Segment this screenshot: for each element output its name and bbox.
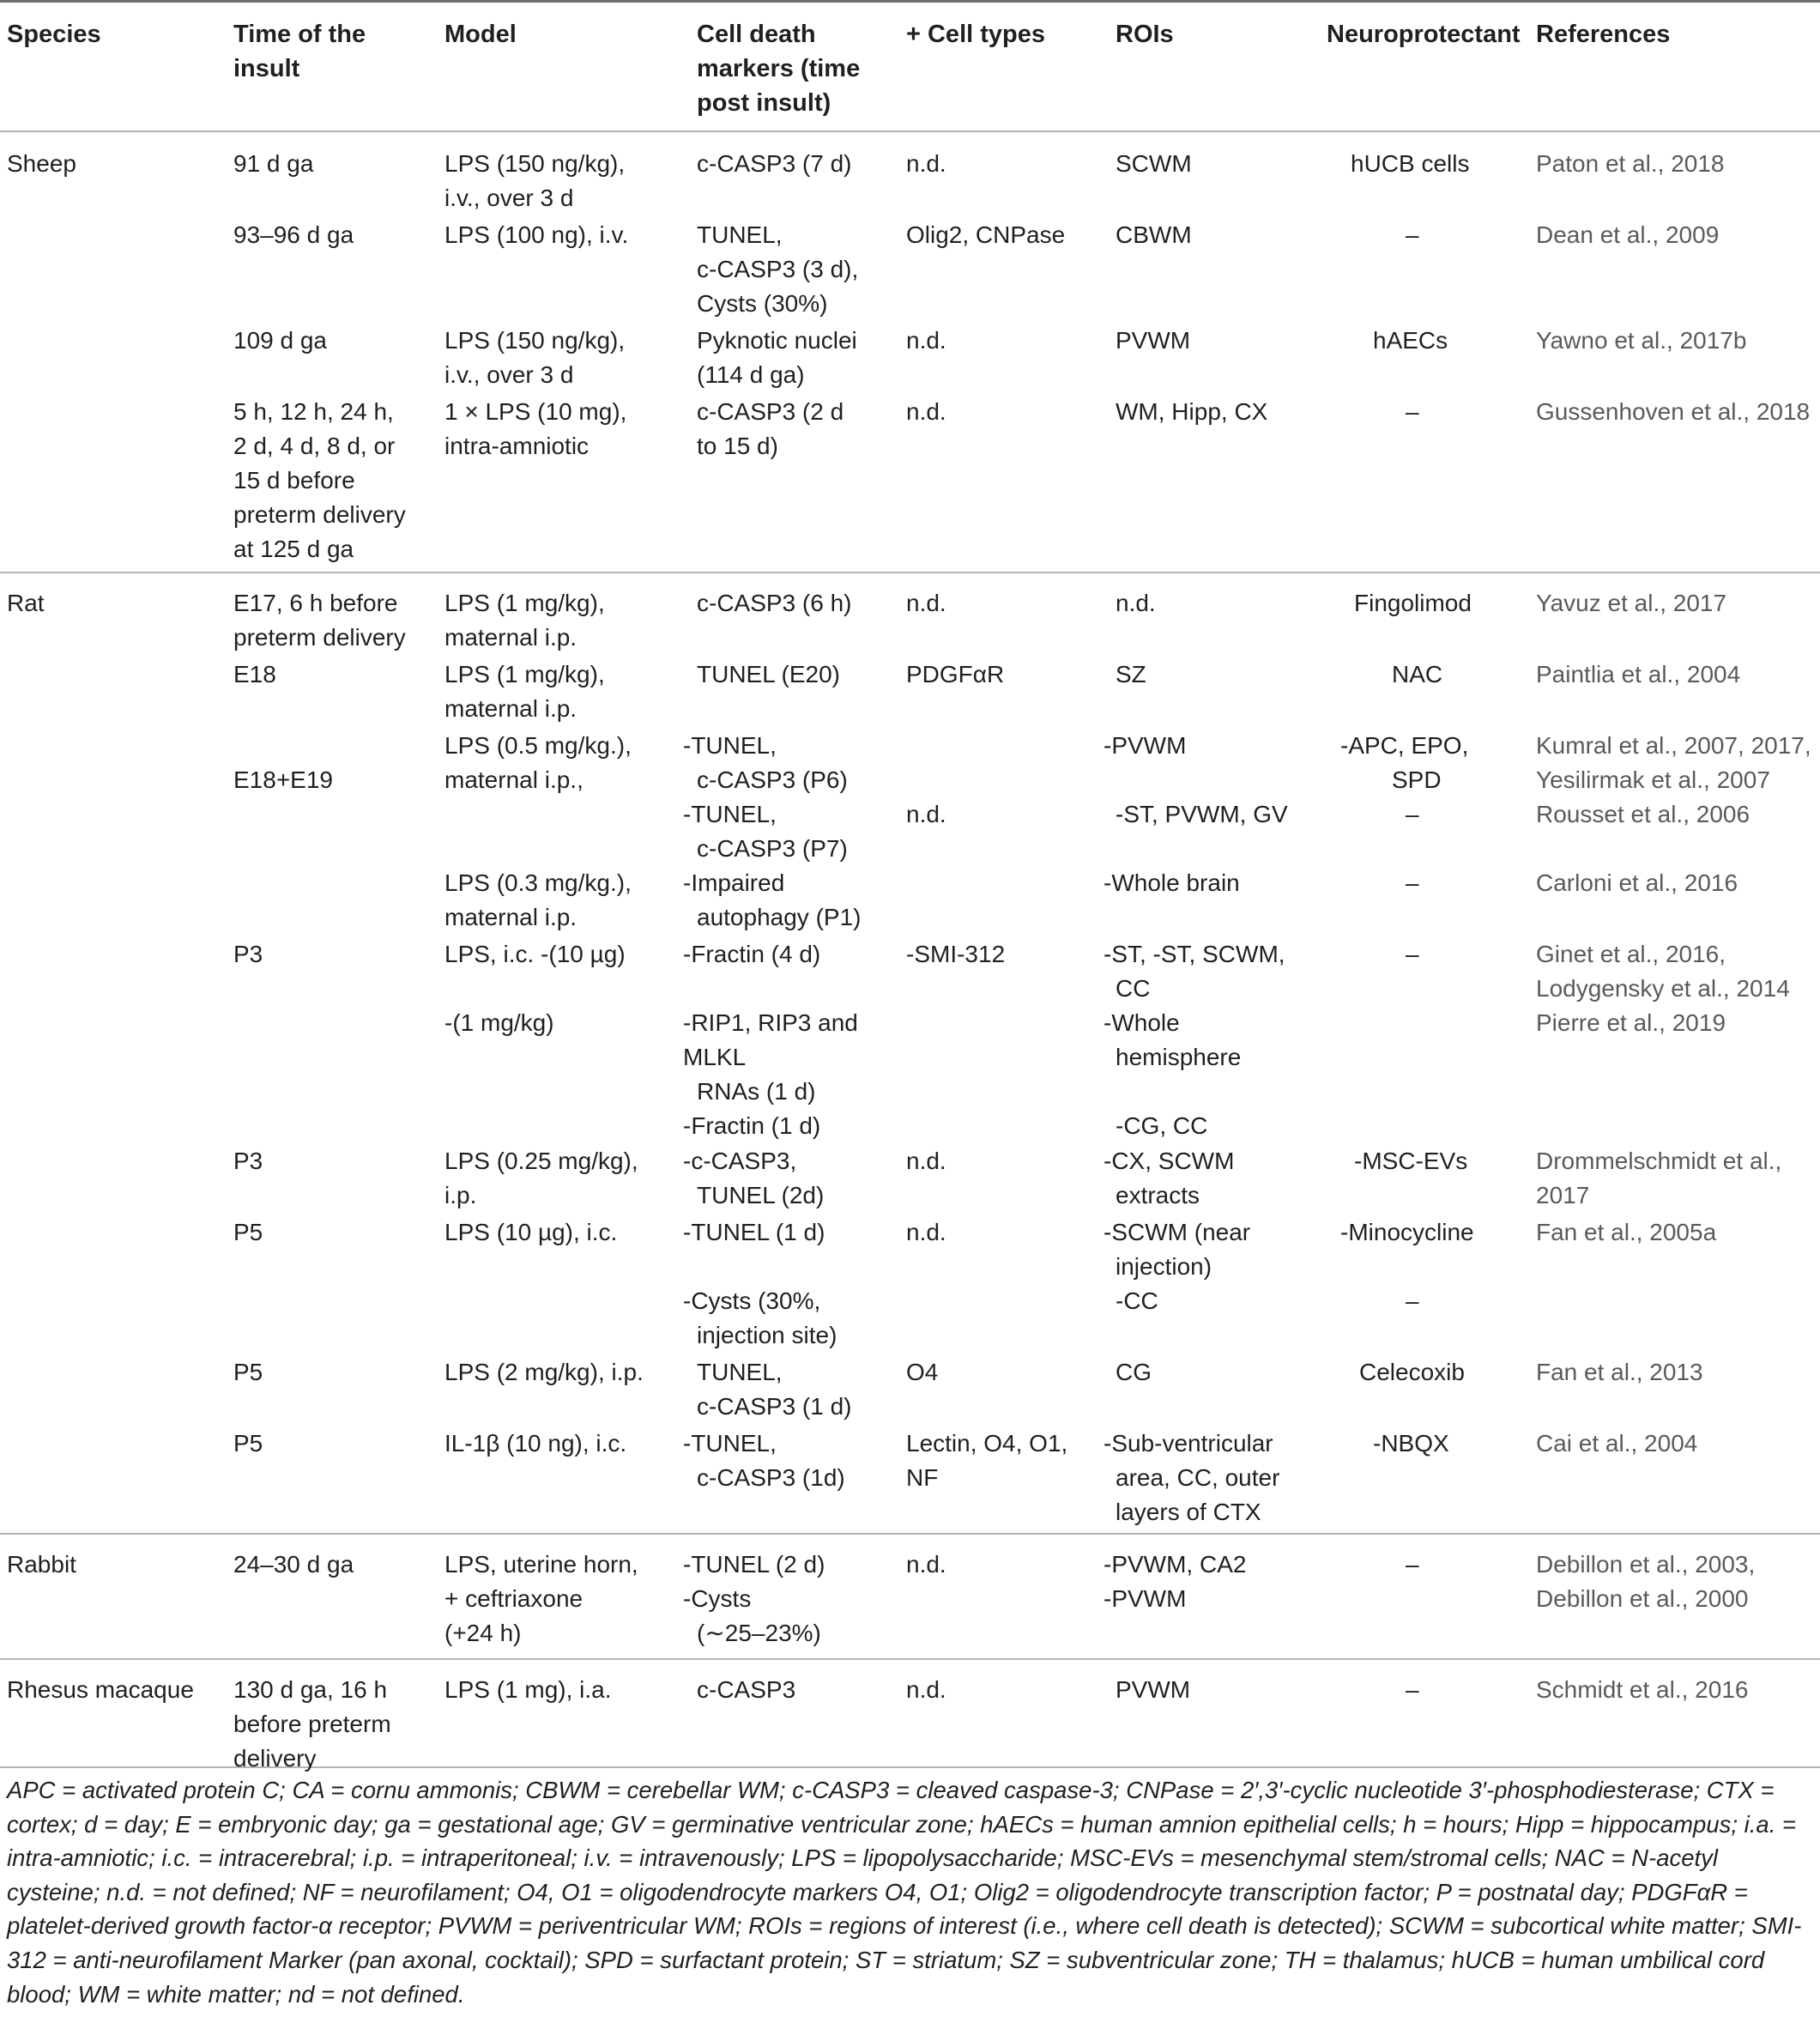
- table-cell: -ST, PVWM, GV: [1116, 801, 1288, 827]
- table-cell: LPS (0.5 mg/kg.),: [444, 732, 632, 759]
- table-cell: -ST, -ST, SCWM,: [1103, 941, 1285, 967]
- table-cell: -Fractin (4 d): [683, 941, 821, 967]
- table-cell: Ginet et al., 2016,: [1536, 941, 1726, 967]
- table-cell: Schmidt et al., 2016: [1536, 1676, 1749, 1703]
- table-cell: -TUNEL (2 d): [683, 1551, 825, 1578]
- table-cell: 24–30 d ga: [233, 1551, 354, 1578]
- table-cell: maternal i.p.,: [444, 766, 583, 793]
- table-cell: Rousset et al., 2006: [1536, 801, 1750, 827]
- table-cell: 130 d ga, 16 h: [233, 1676, 388, 1703]
- table-cell: c-CASP3 (7 d): [697, 150, 852, 177]
- header-rois: ROIs: [1116, 21, 1174, 48]
- table-cell: –: [1406, 1551, 1419, 1578]
- table-cell: P5: [233, 1430, 263, 1457]
- table-cell: Gussenhoven et al., 2018: [1536, 398, 1811, 425]
- table-cell: n.d.: [906, 327, 946, 354]
- header-references: References: [1536, 21, 1671, 48]
- table-cell: at 125 d ga: [233, 536, 354, 562]
- table-cell: i.p.: [444, 1182, 477, 1208]
- header-time-1: Time of the: [233, 21, 366, 48]
- table-cell: P3: [233, 1148, 263, 1174]
- table-cell: LPS (1 mg/kg),: [444, 661, 605, 687]
- table-cell: LPS (0.3 mg/kg.),: [444, 869, 632, 896]
- table-cell: area, CC, outer: [1116, 1464, 1280, 1491]
- table-cell: SZ: [1116, 661, 1146, 687]
- table-cell: -Fractin (1 d): [683, 1112, 821, 1139]
- table-cell: LPS, i.c. -(10 µg): [444, 941, 626, 967]
- table-cell: TUNEL (2d): [697, 1182, 825, 1208]
- table-cell: Lodygensky et al., 2014: [1536, 975, 1790, 1002]
- table-cell: –: [1406, 941, 1419, 967]
- table-cell: n.d.: [906, 801, 946, 827]
- table-cell: layers of CTX: [1116, 1499, 1261, 1525]
- header-time-2: insult: [233, 55, 300, 82]
- table-cell: intra-amniotic: [444, 433, 590, 459]
- table-cell: -CX, SCWM: [1103, 1148, 1235, 1174]
- table-cell: Paton et al., 2018: [1536, 150, 1725, 177]
- table-cell: Debillon et al., 2000: [1536, 1585, 1749, 1612]
- table-cell: maternal i.p.: [444, 695, 577, 722]
- table-cell: LPS (150 ng/kg),: [444, 327, 626, 354]
- table-cell: n.d.: [906, 590, 946, 616]
- table-cell: Lectin, O4, O1,: [906, 1430, 1068, 1457]
- table-cell: –: [1406, 801, 1419, 827]
- table-cell: CC: [1116, 975, 1151, 1002]
- table-cell: -Cysts (30%,: [683, 1287, 821, 1314]
- header-rule: [0, 130, 1820, 132]
- table-cell: LPS (1 mg/kg),: [444, 590, 605, 616]
- table-cell: E17, 6 h before: [233, 590, 398, 616]
- table-cell: –: [1406, 869, 1419, 896]
- table-cell: -Whole brain: [1103, 869, 1240, 896]
- table-cell: P5: [233, 1359, 263, 1385]
- table-cell: c-CASP3 (6 h): [697, 590, 852, 616]
- table-cell: (114 d ga): [697, 361, 805, 388]
- table-cell: TUNEL,: [697, 1359, 783, 1385]
- table-cell: Yavuz et al., 2017: [1536, 590, 1727, 616]
- table-cell: LPS (2 mg/kg), i.p.: [444, 1359, 644, 1385]
- table-cell: c-CASP3 (1d): [697, 1464, 845, 1491]
- table-cell: before preterm: [233, 1711, 391, 1737]
- table-cell: -RIP1, RIP3 and: [683, 1009, 858, 1036]
- table-top-rule: [0, 0, 1820, 3]
- table-cell: Cysts (30%): [697, 290, 828, 317]
- table-cell: -Whole: [1103, 1009, 1180, 1036]
- table-cell: PVWM: [1116, 1676, 1191, 1703]
- table-cell: 2017: [1536, 1182, 1590, 1208]
- table-cell: Cai et al., 2004: [1536, 1430, 1698, 1457]
- table-cell: injection): [1116, 1253, 1212, 1280]
- table-cell: i.v., over 3 d: [444, 361, 574, 388]
- table-cell: TUNEL (E20): [697, 661, 841, 687]
- table-cell: n.d.: [906, 1551, 946, 1578]
- table-cell: PVWM: [1116, 327, 1191, 354]
- table-cell: 109 d ga: [233, 327, 327, 354]
- table-cell: NF: [906, 1464, 939, 1491]
- header-cell-types: + Cell types: [906, 21, 1045, 48]
- header-species: Species: [7, 21, 101, 48]
- table-cell: -SMI-312: [906, 941, 1006, 967]
- table-cell: LPS (0.25 mg/kg),: [444, 1148, 638, 1174]
- table-cell: Yawno et al., 2017b: [1536, 327, 1747, 354]
- header-neuroprotectant: Neuroprotectant: [1327, 21, 1521, 48]
- table-cell: E18: [233, 661, 276, 687]
- table-cell: SPD: [1392, 766, 1442, 793]
- table-cell: –: [1406, 221, 1419, 248]
- table-cell: Paintlia et al., 2004: [1536, 661, 1741, 687]
- table-cell: NAC: [1392, 661, 1443, 687]
- table-cell: PDGFαR: [906, 661, 1005, 687]
- species-rat: Rat: [7, 590, 45, 616]
- table-cell: Fingolimod: [1354, 590, 1472, 616]
- table-cell: RNAs (1 d): [697, 1078, 816, 1105]
- table-cell: maternal i.p.: [444, 624, 577, 651]
- species-rabbit: Rabbit: [7, 1551, 76, 1578]
- table-cell: hUCB cells: [1351, 150, 1470, 177]
- table-cell: –: [1406, 398, 1419, 425]
- species-rhesus-macaque: Rhesus macaque: [7, 1676, 194, 1703]
- table-cell: WM, Hipp, CX: [1116, 398, 1268, 425]
- table-cell: -TUNEL (1 d): [683, 1219, 825, 1245]
- table-cell: Pyknotic nuclei: [697, 327, 857, 354]
- table-cell: Dean et al., 2009: [1536, 221, 1720, 248]
- table-cell: + ceftriaxone: [444, 1585, 583, 1612]
- table-cell: -TUNEL,: [683, 732, 777, 759]
- table-cell: Pierre et al., 2019: [1536, 1009, 1726, 1036]
- table-cell: Olig2, CNPase: [906, 221, 1066, 248]
- table-cell: P5: [233, 1219, 263, 1245]
- table-cell: CG: [1116, 1359, 1152, 1385]
- table-cell: Celecoxib: [1359, 1359, 1465, 1385]
- table-cell: -APC, EPO,: [1340, 732, 1469, 759]
- table-cell: n.d.: [906, 1148, 946, 1174]
- table-cell: c-CASP3 (1 d): [697, 1393, 852, 1420]
- table-cell: -PVWM: [1103, 1585, 1187, 1612]
- table-cell: n.d.: [906, 1676, 946, 1703]
- table-cell: Drommelschmidt et al.,: [1536, 1148, 1782, 1174]
- table-cell: delivery: [233, 1745, 317, 1772]
- table-cell: 5 h, 12 h, 24 h,: [233, 398, 394, 425]
- table-cell: LPS (150 ng/kg),: [444, 150, 626, 177]
- table-cell: hAECs: [1373, 327, 1448, 354]
- header-markers-2: markers (time: [697, 55, 861, 82]
- table-cell: LPS (100 ng), i.v.: [444, 221, 629, 248]
- table-cell: E18+E19: [233, 766, 333, 793]
- table-cell: -CG, CC: [1116, 1112, 1208, 1139]
- table-cell: -Cysts: [683, 1585, 752, 1612]
- table-cell: -Impaired: [683, 869, 785, 896]
- table-cell: Kumral et al., 2007, 2017,: [1536, 732, 1811, 759]
- table-cell: SCWM: [1116, 150, 1192, 177]
- header-markers-1: Cell death: [697, 21, 816, 48]
- table-cell: c-CASP3 (2 d: [697, 398, 844, 425]
- table-cell: -Sub-ventricular: [1103, 1430, 1273, 1457]
- table-cell: IL-1β (10 ng), i.c.: [444, 1430, 627, 1457]
- table-cell: 91 d ga: [233, 150, 314, 177]
- table-cell: Fan et al., 2005a: [1536, 1219, 1717, 1245]
- table-cell: preterm delivery: [233, 624, 406, 651]
- table-cell: n.d.: [906, 398, 946, 425]
- rat-rabbit-rule: [0, 1533, 1820, 1535]
- table-cell: n.d.: [906, 150, 946, 177]
- table-cell: -SCWM (near: [1103, 1219, 1251, 1245]
- table-cell: Yesilirmak et al., 2007: [1536, 766, 1770, 793]
- table-cell: P3: [233, 941, 263, 967]
- table-cell: Fan et al., 2013: [1536, 1359, 1703, 1385]
- table-cell: c-CASP3 (P7): [697, 835, 848, 862]
- table-cell: MLKL: [683, 1044, 747, 1070]
- table-cell: 93–96 d ga: [233, 221, 354, 248]
- table-cell: (∼25–23%): [697, 1620, 821, 1646]
- table-cell: preterm delivery: [233, 501, 406, 528]
- table-cell: injection site): [697, 1322, 837, 1348]
- table-cell: -PVWM: [1103, 732, 1187, 759]
- table-cell: -CC: [1116, 1287, 1158, 1314]
- header-model: Model: [444, 21, 517, 48]
- table-cell: -c-CASP3,: [683, 1148, 797, 1174]
- rabbit-rhesus-rule: [0, 1658, 1820, 1660]
- table-cell: –: [1406, 1676, 1419, 1703]
- sheep-rat-rule: [0, 572, 1820, 573]
- table-cell: LPS (1 mg), i.a.: [444, 1676, 612, 1703]
- table-cell: (+24 h): [444, 1620, 522, 1646]
- table-cell: -NBQX: [1373, 1430, 1449, 1457]
- table-cell: -MSC-EVs: [1354, 1148, 1468, 1174]
- table-cell: -Minocycline: [1340, 1219, 1474, 1245]
- table-cell: autophagy (P1): [697, 904, 862, 930]
- table-cell: maternal i.p.: [444, 904, 577, 930]
- table-cell: n.d.: [1116, 590, 1156, 616]
- table-cell: c-CASP3 (P6): [697, 766, 848, 793]
- table-cell: O4: [906, 1359, 939, 1385]
- table-cell: Debillon et al., 2003,: [1536, 1551, 1756, 1578]
- table-cell: TUNEL,: [697, 221, 783, 248]
- header-markers-3: post insult): [697, 89, 831, 117]
- table-cell: to 15 d): [697, 433, 778, 459]
- table-cell: i.v., over 3 d: [444, 185, 574, 211]
- table-cell: CBWM: [1116, 221, 1192, 248]
- table-cell: LPS (10 µg), i.c.: [444, 1219, 618, 1245]
- table-cell: 1 × LPS (10 mg),: [444, 398, 627, 425]
- table-cell: LPS, uterine horn,: [444, 1551, 638, 1578]
- table-cell: 2 d, 4 d, 8 d, or: [233, 433, 396, 459]
- table-cell: extracts: [1116, 1182, 1200, 1208]
- table-cell: –: [1406, 1287, 1419, 1314]
- table-cell: Carloni et al., 2016: [1536, 869, 1738, 896]
- table-cell: c-CASP3 (3 d),: [697, 256, 859, 282]
- table-cell: -PVWM, CA2: [1103, 1551, 1247, 1578]
- table-cell: -TUNEL,: [683, 1430, 777, 1457]
- table-cell: n.d.: [906, 1219, 946, 1245]
- table-cell: -TUNEL,: [683, 801, 777, 827]
- abbreviations-footnote: APC = activated protein C; CA = cornu ammonis; CBWM = cerebellar WM; c-CASP3 = cleaved caspase-3; CNPase = 2′,3′-cyclic nucleotide 3′-phosphodiesterase; CTX = cortex; d = day; E = embryonic day; ga = gestational age; GV = germinative ventricular zone; hAECs = human amnion epithelial cells; h = hours; Hipp = hippocampus; i.a. = intra-amniotic; i.c. = intracerebral; i.p. = intraperitoneal; i.v. = intravenously; LPS = lipopolysaccharide; MSC-EVs = mesenchymal stem/stromal cells; NAC = N-acetyl cysteine; n.d. = not defined; NF = neurofilament; O4, O1 = oligodendrocyte markers O4, O1; Olig2 = oligodendrocyte transcription factor; P = postnatal day; PDGFαR = platelet-derived growth factor-α receptor; PVWM = periventricular WM; ROIs = regions of interest (i.e., where cell death is detected); SCWM = subcortical white matter; SMI-312 = anti-neurofilament Marker (pan axonal, cocktail); SPD = surfactant protein; ST = striatum; SZ = subventricular zone; TH = thalamus; hUCB = human umbilical cord blood; WM = white matter; nd = not defined.: [7, 1777, 1802, 2008]
- species-sheep: Sheep: [7, 150, 76, 177]
- table-cell: c-CASP3: [697, 1676, 796, 1703]
- table-cell: -(1 mg/kg): [444, 1009, 554, 1036]
- table-cell: hemisphere: [1116, 1044, 1242, 1070]
- table-cell: 15 d before: [233, 467, 355, 494]
